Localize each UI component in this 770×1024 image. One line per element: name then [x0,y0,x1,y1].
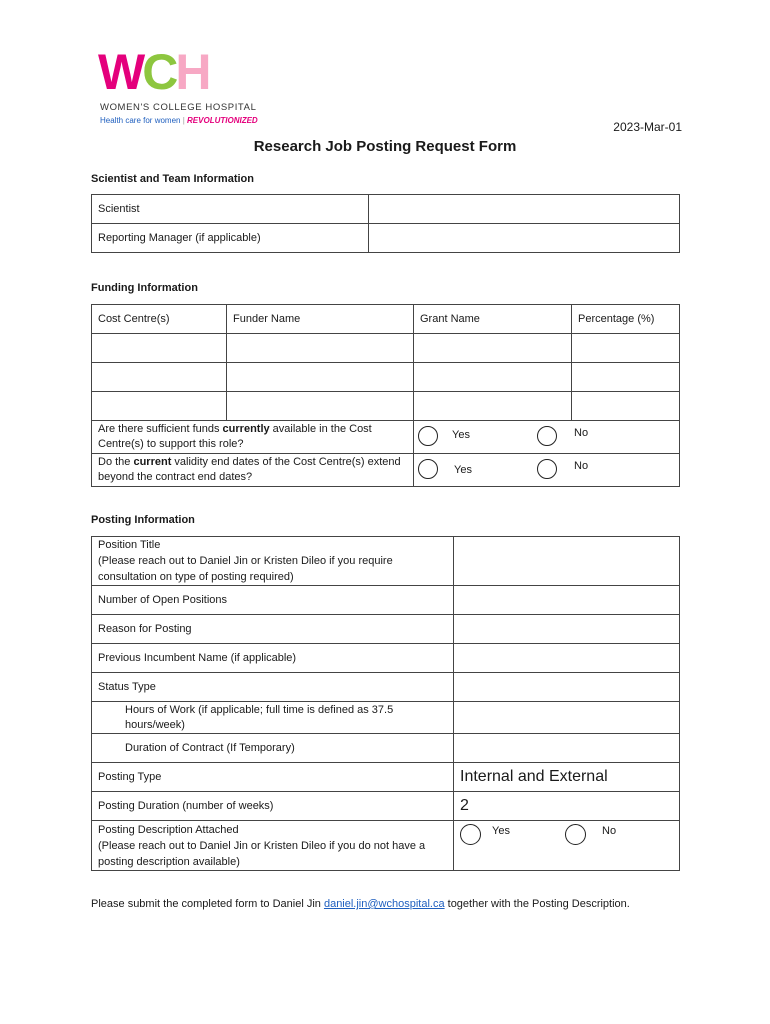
funds-yes-label: Yes [452,429,470,441]
funder-name-cell[interactable] [227,392,414,421]
logo-tagline: Health care for women | REVOLUTIONIZED [100,116,258,125]
open-positions-field[interactable] [454,586,680,615]
email-link[interactable]: daniel.jin@wchospital.ca [323,898,445,910]
grant-name-cell[interactable] [414,392,572,421]
funds-yes-radio[interactable] [418,426,438,446]
table-row [92,734,680,763]
percentage-cell[interactable] [572,363,680,392]
validity-no-radio[interactable] [537,459,557,479]
table-row [92,363,680,392]
table-row [92,644,680,673]
posting-duration-label: Posting Duration (number of weeks) [92,792,454,821]
posting-duration-field[interactable]: 2 [454,792,680,821]
percentage-cell[interactable] [572,334,680,363]
funds-no-label: No [574,427,589,439]
table-row [92,392,680,421]
position-title-field[interactable] [454,537,680,586]
posting-type-label: Posting Type [92,763,454,792]
table-row [92,334,680,363]
submission-instructions [91,896,630,912]
description-no-radio[interactable] [565,824,586,845]
position-title-note: (Please reach out to Daniel Jin or Kristen Dileo if you require consultation on type of posting required) [98,555,393,583]
table-row [92,537,680,586]
table-row [92,792,680,821]
validity-answer-cell [414,454,680,487]
scientist-label: Scientist [92,195,369,224]
funding-table [91,304,680,487]
table-header-row [92,305,680,334]
scientist-table [91,194,680,253]
description-yes-label: Yes [492,825,510,837]
description-attached-note: (Please reach out to Daniel Jin or Kristen Dileo if you do not have a posting description available) [98,839,426,868]
table-row [92,195,680,224]
logo-letter-w: W [98,44,143,100]
previous-incumbent-field[interactable] [454,644,680,673]
table-row [92,763,680,792]
hospital-logo [98,46,278,132]
section-heading-posting: Posting Information [91,514,195,526]
validity-yes-label: Yes [454,464,472,476]
table-row [92,673,680,702]
validity-question: Do the current validity end dates of the Cost Centre(s) extend beyond the contract end dates? [92,454,414,487]
previous-incumbent-label: Previous Incumbent Name (if applicable) [92,644,454,673]
validity-question-row [92,454,680,487]
logo-tagline-right: REVOLUTIONIZED [187,116,258,125]
cost-centre-cell[interactable] [92,363,227,392]
form-date: 2023-Mar-01 [613,120,682,134]
hours-of-work-field[interactable] [454,702,680,734]
table-row [92,224,680,253]
funds-answer-cell [414,421,680,454]
grant-name-cell[interactable] [414,363,572,392]
percentage-cell[interactable] [572,392,680,421]
logo-letter-h: H [175,44,209,100]
scientist-value-field[interactable] [369,195,680,224]
open-positions-label: Number of Open Positions [92,586,454,615]
table-row [92,702,680,734]
grant-name-cell[interactable] [414,334,572,363]
instructions-text-end: together with the Posting Description. [444,898,630,910]
logo-name: WOMEN'S COLLEGE HOSPITAL [100,102,257,113]
funder-name-cell[interactable] [227,363,414,392]
section-heading-scientist: Scientist and Team Information [91,173,254,185]
description-no-label: No [602,825,617,837]
description-answer-cell [454,821,680,871]
hours-of-work-label: Hours of Work (if applicable; full time is defined as 37.5 hours/week) [92,702,454,734]
funds-question-row [92,421,680,454]
description-attached-label-cell [92,821,454,871]
reporting-manager-value-field[interactable] [369,224,680,253]
description-attached-label: Posting Description Attached [98,823,239,836]
position-title-label-cell [92,537,454,586]
instructions-text: Please submit the completed form to Daniel Jin [91,898,324,910]
validity-no-label: No [574,460,589,472]
cost-centre-cell[interactable] [92,334,227,363]
logo-letter-c: C [142,44,176,100]
table-row [92,586,680,615]
column-header-funder-name: Funder Name [227,305,414,334]
posting-table [91,536,680,871]
duration-contract-field[interactable] [454,734,680,763]
validity-yes-radio[interactable] [418,459,438,479]
reason-field[interactable] [454,615,680,644]
logo-tagline-left: Health care for women [100,116,181,125]
reason-label: Reason for Posting [92,615,454,644]
funds-no-radio[interactable] [537,426,557,446]
status-type-field[interactable] [454,673,680,702]
position-title-label: Position Title [98,539,161,551]
column-header-percentage: Percentage (%) [572,305,680,334]
table-row [92,615,680,644]
column-header-grant-name: Grant Name [414,305,572,334]
posting-type-field[interactable]: Internal and External [454,763,680,792]
section-heading-funding: Funding Information [91,282,198,294]
page-title: Research Job Posting Request Form [253,138,517,155]
status-type-label: Status Type [92,673,454,702]
funder-name-cell[interactable] [227,334,414,363]
table-row [92,821,680,871]
funds-question: Are there sufficient funds currently available in the Cost Centre(s) to support this role? [92,421,414,454]
reporting-manager-label: Reporting Manager (if applicable) [92,224,369,253]
column-header-cost-centre: Cost Centre(s) [92,305,227,334]
cost-centre-cell[interactable] [92,392,227,421]
description-yes-radio[interactable] [460,824,481,845]
duration-contract-label: Duration of Contract (If Temporary) [92,734,454,763]
